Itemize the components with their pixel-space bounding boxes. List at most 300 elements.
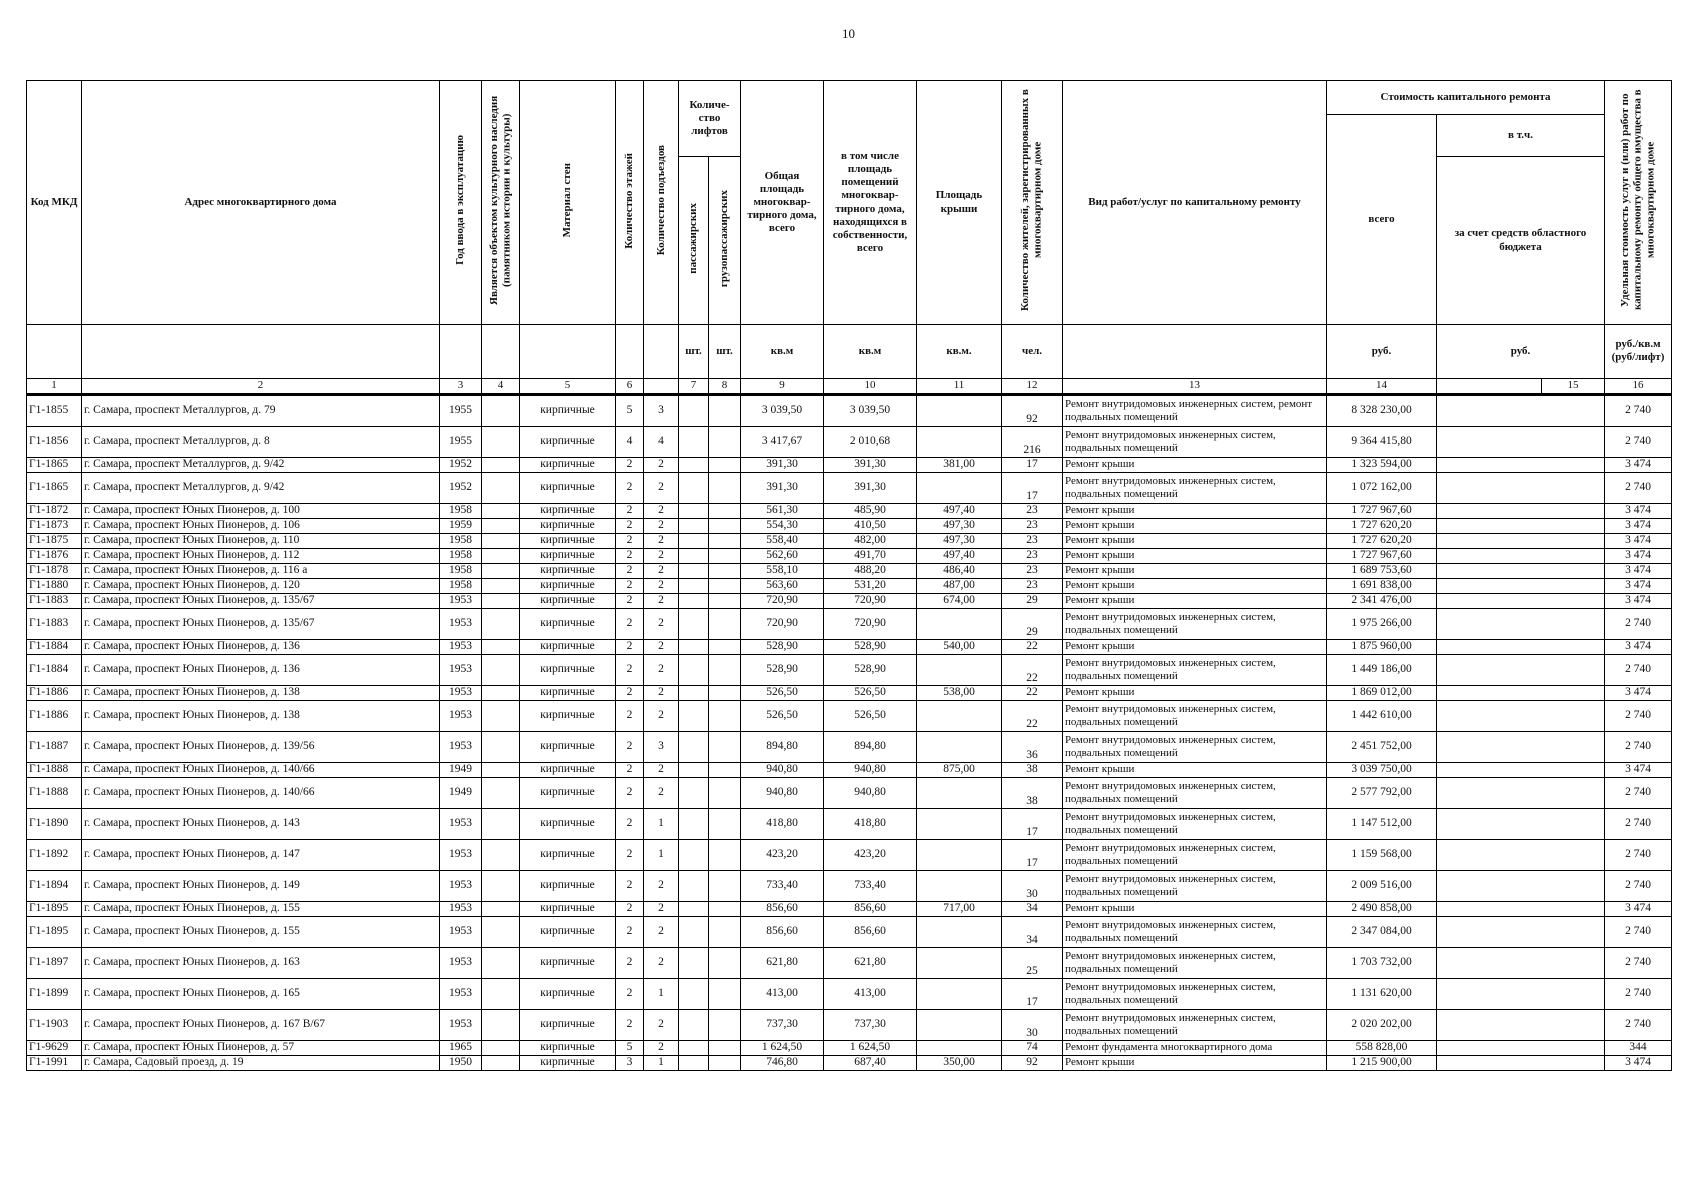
cell-year: 1953 [440, 593, 482, 608]
cell-roof-area [917, 916, 1002, 947]
cell-wall: кирпичные [520, 731, 616, 762]
cell-address: г. Самара, проспект Юных Пионеров, д. 163 [82, 947, 440, 978]
cell-wall: кирпичные [520, 563, 616, 578]
cell-unit-cost: 3 474 [1605, 578, 1672, 593]
cell-floors: 2 [616, 808, 644, 839]
cell-cost-total: 1 442 610,00 [1327, 700, 1437, 731]
cell-floors: 2 [616, 503, 644, 518]
cell-cost-regional [1437, 518, 1605, 533]
cell-year: 1953 [440, 901, 482, 916]
cell-wall: кирпичные [520, 548, 616, 563]
cell-roof-area [917, 394, 1002, 426]
table-row [27, 870, 1672, 901]
cell-roof-area: 487,00 [917, 578, 1002, 593]
cell-total-area: 526,50 [741, 700, 824, 731]
cell-residents: 23 [1002, 518, 1063, 533]
table-row [27, 700, 1672, 731]
cell-unit-cost: 2 740 [1605, 916, 1672, 947]
header-lifts: Количе-ство лифтов [679, 81, 741, 157]
cell-wall: кирпичные [520, 426, 616, 457]
cell-residents: 29 [1002, 593, 1063, 608]
cell-lifts-pass [679, 1040, 709, 1055]
cell-residents: 29 [1002, 608, 1063, 639]
column-number: 2 [82, 378, 440, 394]
cell-heritage [482, 916, 520, 947]
cell-cost-regional [1437, 503, 1605, 518]
cell-cost-total: 9 364 415,80 [1327, 426, 1437, 457]
cell-floors: 2 [616, 533, 644, 548]
cell-floors: 2 [616, 731, 644, 762]
cell-lifts-cargo [709, 777, 741, 808]
cell-work-type: Ремонт крыши [1063, 503, 1327, 518]
table-row [27, 593, 1672, 608]
table-row [27, 457, 1672, 472]
cell-owned-area: 528,90 [824, 654, 917, 685]
cell-lifts-cargo [709, 426, 741, 457]
cell-code: Г1-1872 [27, 503, 82, 518]
cell-work-type: Ремонт внутридомовых инженерных систем, подвальных помещений [1063, 808, 1327, 839]
table-row [27, 762, 1672, 777]
cell-code: Г1-1887 [27, 731, 82, 762]
cell-owned-area: 720,90 [824, 593, 917, 608]
header-lifts-pass: пассажирских [687, 203, 700, 274]
cell-cost-regional [1437, 978, 1605, 1009]
cell-entrances: 4 [644, 426, 679, 457]
cell-address: г. Самара, проспект Юных Пионеров, д. 138 [82, 700, 440, 731]
cell-heritage [482, 777, 520, 808]
capital-repair-table [26, 80, 1672, 1071]
cell-unit-cost: 2 740 [1605, 1009, 1672, 1040]
cell-unit-cost: 3 474 [1605, 503, 1672, 518]
cell-heritage [482, 639, 520, 654]
cell-code: Г1-1873 [27, 518, 82, 533]
cell-floors: 2 [616, 548, 644, 563]
cell-address: г. Самара, проспект Юных Пионеров, д. 155 [82, 916, 440, 947]
cell-year: 1953 [440, 654, 482, 685]
column-number: 8 [709, 378, 741, 394]
cell-owned-area: 940,80 [824, 762, 917, 777]
cell-code: Г1-1886 [27, 685, 82, 700]
cell-roof-area [917, 839, 1002, 870]
cell-heritage [482, 808, 520, 839]
cell-cost-total: 1 869 012,00 [1327, 685, 1437, 700]
cell-entrances: 1 [644, 1055, 679, 1070]
cell-entrances: 2 [644, 947, 679, 978]
cell-year: 1959 [440, 518, 482, 533]
header-work-type: Вид работ/услуг по капитальному ремонту [1063, 81, 1327, 325]
table-row [27, 978, 1672, 1009]
cell-work-type: Ремонт внутридомовых инженерных систем, подвальных помещений [1063, 839, 1327, 870]
cell-work-type: Ремонт крыши [1063, 1055, 1327, 1070]
cell-unit-cost: 2 740 [1605, 700, 1672, 731]
cell-address: г. Самара, проспект Металлургов, д. 8 [82, 426, 440, 457]
cell-total-area: 558,10 [741, 563, 824, 578]
cell-cost-regional [1437, 563, 1605, 578]
cell-lifts-cargo [709, 1040, 741, 1055]
cell-heritage [482, 654, 520, 685]
table-row [27, 639, 1672, 654]
cell-cost-total: 1 727 967,60 [1327, 548, 1437, 563]
cell-unit-cost: 2 740 [1605, 978, 1672, 1009]
cell-cost-regional [1437, 578, 1605, 593]
cell-cost-regional [1437, 777, 1605, 808]
cell-heritage [482, 426, 520, 457]
cell-lifts-pass [679, 916, 709, 947]
cell-residents: 17 [1002, 978, 1063, 1009]
cell-total-area: 733,40 [741, 870, 824, 901]
cell-cost-total: 8 328 230,00 [1327, 394, 1437, 426]
cell-total-area: 737,30 [741, 1009, 824, 1040]
cell-address: г. Самара, проспект Юных Пионеров, д. 110 [82, 533, 440, 548]
cell-owned-area: 526,50 [824, 700, 917, 731]
cell-heritage [482, 901, 520, 916]
cell-total-area: 558,40 [741, 533, 824, 548]
cell-unit-cost: 3 474 [1605, 901, 1672, 916]
cell-residents: 22 [1002, 700, 1063, 731]
cell-owned-area: 423,20 [824, 839, 917, 870]
cell-cost-regional [1437, 947, 1605, 978]
cell-wall: кирпичные [520, 947, 616, 978]
table-row [27, 839, 1672, 870]
cell-floors: 5 [616, 1040, 644, 1055]
cell-code: Г1-1856 [27, 426, 82, 457]
cell-work-type: Ремонт крыши [1063, 548, 1327, 563]
table-row [27, 1055, 1672, 1070]
cell-owned-area: 491,70 [824, 548, 917, 563]
cell-total-area: 554,30 [741, 518, 824, 533]
cell-entrances: 2 [644, 916, 679, 947]
cell-cost-regional [1437, 593, 1605, 608]
cell-unit-cost: 3 474 [1605, 563, 1672, 578]
cell-heritage [482, 457, 520, 472]
cell-roof-area [917, 608, 1002, 639]
cell-wall: кирпичные [520, 870, 616, 901]
cell-code: Г1-1884 [27, 639, 82, 654]
table-row [27, 548, 1672, 563]
cell-roof-area [917, 472, 1002, 503]
cell-work-type: Ремонт внутридомовых инженерных систем, подвальных помещений [1063, 916, 1327, 947]
cell-wall: кирпичные [520, 901, 616, 916]
cell-lifts-pass [679, 548, 709, 563]
cell-lifts-cargo [709, 503, 741, 518]
cell-entrances: 2 [644, 533, 679, 548]
column-number: 16 [1605, 378, 1672, 394]
cell-owned-area: 2 010,68 [824, 426, 917, 457]
cell-address: г. Самара, проспект Юных Пионеров, д. 149 [82, 870, 440, 901]
cell-address: г. Самара, проспект Юных Пионеров, д. 100 [82, 503, 440, 518]
cell-work-type: Ремонт крыши [1063, 563, 1327, 578]
cell-floors: 2 [616, 518, 644, 533]
cell-year: 1955 [440, 426, 482, 457]
cell-entrances: 2 [644, 639, 679, 654]
cell-residents: 36 [1002, 731, 1063, 762]
unit-cost-total: руб. [1327, 325, 1437, 379]
cell-code: Г1-1895 [27, 901, 82, 916]
cell-lifts-cargo [709, 394, 741, 426]
cell-cost-total: 1 131 620,00 [1327, 978, 1437, 1009]
cell-year: 1950 [440, 1055, 482, 1070]
unit-unit-cost: руб./кв.м (руб/лифт) [1605, 325, 1672, 379]
cell-wall: кирпичные [520, 777, 616, 808]
column-number: 11 [917, 378, 1002, 394]
cell-roof-area: 674,00 [917, 593, 1002, 608]
cell-roof-area [917, 808, 1002, 839]
cell-floors: 2 [616, 472, 644, 503]
cell-lifts-cargo [709, 533, 741, 548]
cell-code: Г1-1892 [27, 839, 82, 870]
cell-residents: 92 [1002, 1055, 1063, 1070]
cell-entrances: 2 [644, 654, 679, 685]
cell-lifts-cargo [709, 685, 741, 700]
cell-code: Г1-1865 [27, 457, 82, 472]
cell-cost-total: 1 727 967,60 [1327, 503, 1437, 518]
cell-owned-area: 1 624,50 [824, 1040, 917, 1055]
cell-lifts-cargo [709, 593, 741, 608]
column-number: 10 [824, 378, 917, 394]
cell-wall: кирпичные [520, 808, 616, 839]
cell-address: г. Самара, проспект Металлургов, д. 79 [82, 394, 440, 426]
cell-year: 1953 [440, 731, 482, 762]
cell-lifts-cargo [709, 762, 741, 777]
cell-unit-cost: 3 474 [1605, 533, 1672, 548]
header-entrances: Количество подъездов [654, 145, 667, 256]
cell-heritage [482, 578, 520, 593]
cell-cost-regional [1437, 394, 1605, 426]
cell-wall: кирпичные [520, 700, 616, 731]
cell-owned-area: 410,50 [824, 518, 917, 533]
cell-cost-regional [1437, 839, 1605, 870]
cell-cost-total: 2 347 084,00 [1327, 916, 1437, 947]
cell-owned-area: 940,80 [824, 777, 917, 808]
cell-cost-regional [1437, 1040, 1605, 1055]
cell-address: г. Самара, проспект Юных Пионеров, д. 136 [82, 639, 440, 654]
column-number: 7 [679, 378, 709, 394]
cell-code: Г1-1880 [27, 578, 82, 593]
cell-lifts-cargo [709, 839, 741, 870]
cell-cost-total: 2 020 202,00 [1327, 1009, 1437, 1040]
cell-work-type: Ремонт внутридомовых инженерных систем, подвальных помещений [1063, 654, 1327, 685]
cell-heritage [482, 503, 520, 518]
cell-wall: кирпичные [520, 1040, 616, 1055]
column-number: 6 [616, 378, 644, 394]
cell-year: 1953 [440, 839, 482, 870]
cell-cost-regional [1437, 639, 1605, 654]
cell-work-type: Ремонт внутридомовых инженерных систем, подвальных помещений [1063, 731, 1327, 762]
cell-owned-area: 391,30 [824, 457, 917, 472]
cell-wall: кирпичные [520, 394, 616, 426]
cell-residents: 38 [1002, 777, 1063, 808]
cell-year: 1953 [440, 608, 482, 639]
cell-roof-area: 497,30 [917, 533, 1002, 548]
cell-cost-regional [1437, 426, 1605, 457]
cell-year: 1953 [440, 700, 482, 731]
header-year: Год ввода в эксплуатацию [454, 135, 467, 266]
cell-entrances: 1 [644, 839, 679, 870]
cell-lifts-pass [679, 472, 709, 503]
cell-cost-regional [1437, 685, 1605, 700]
unit-roof-area: кв.м. [917, 325, 1002, 379]
cell-work-type: Ремонт внутридомовых инженерных систем, ремонт подвальных помещений [1063, 394, 1327, 426]
cell-code: Г1-1899 [27, 978, 82, 1009]
cell-lifts-cargo [709, 563, 741, 578]
cell-heritage [482, 1040, 520, 1055]
cell-roof-area: 717,00 [917, 901, 1002, 916]
cell-unit-cost: 3 474 [1605, 685, 1672, 700]
cell-lifts-cargo [709, 731, 741, 762]
cell-work-type: Ремонт внутридомовых инженерных систем, подвальных помещений [1063, 608, 1327, 639]
cell-owned-area: 488,20 [824, 563, 917, 578]
cell-heritage [482, 593, 520, 608]
cell-address: г. Самара, проспект Юных Пионеров, д. 147 [82, 839, 440, 870]
cell-unit-cost: 3 474 [1605, 457, 1672, 472]
cell-total-area: 3 039,50 [741, 394, 824, 426]
cell-lifts-cargo [709, 457, 741, 472]
table-row [27, 578, 1672, 593]
cell-heritage [482, 518, 520, 533]
cell-unit-cost: 3 474 [1605, 639, 1672, 654]
cell-roof-area: 486,40 [917, 563, 1002, 578]
cell-heritage [482, 731, 520, 762]
cell-heritage [482, 472, 520, 503]
cell-address: г. Самара, проспект Юных Пионеров, д. 139/56 [82, 731, 440, 762]
cell-lifts-cargo [709, 870, 741, 901]
cell-lifts-pass [679, 426, 709, 457]
cell-residents: 23 [1002, 548, 1063, 563]
cell-lifts-pass [679, 578, 709, 593]
cell-code: Г1-1875 [27, 533, 82, 548]
cell-unit-cost: 3 474 [1605, 1055, 1672, 1070]
header-cost-total: всего [1327, 115, 1437, 325]
cell-address: г. Самара, проспект Металлургов, д. 9/42 [82, 457, 440, 472]
cell-year: 1953 [440, 916, 482, 947]
table-row [27, 777, 1672, 808]
cell-cost-total: 1 159 568,00 [1327, 839, 1437, 870]
cell-floors: 2 [616, 578, 644, 593]
cell-residents: 34 [1002, 916, 1063, 947]
cell-year: 1958 [440, 533, 482, 548]
cell-address: г. Самара, проспект Юных Пионеров, д. 120 [82, 578, 440, 593]
cell-residents: 22 [1002, 685, 1063, 700]
cell-cost-total: 1 727 620,20 [1327, 533, 1437, 548]
cell-floors: 2 [616, 457, 644, 472]
cell-unit-cost: 2 740 [1605, 426, 1672, 457]
cell-owned-area: 894,80 [824, 731, 917, 762]
cell-floors: 2 [616, 685, 644, 700]
cell-total-area: 1 624,50 [741, 1040, 824, 1055]
cell-lifts-pass [679, 503, 709, 518]
cell-entrances: 2 [644, 548, 679, 563]
table-row [27, 503, 1672, 518]
cell-entrances: 2 [644, 1040, 679, 1055]
cell-entrances: 2 [644, 457, 679, 472]
cell-total-area: 940,80 [741, 762, 824, 777]
header-floors: Количество этажей [623, 152, 636, 249]
cell-wall: кирпичные [520, 978, 616, 1009]
cell-residents: 74 [1002, 1040, 1063, 1055]
cell-floors: 2 [616, 563, 644, 578]
cell-cost-regional [1437, 608, 1605, 639]
cell-entrances: 2 [644, 503, 679, 518]
header-total-area: Общая площадь многоквар-тирного дома, всего [741, 81, 824, 325]
cell-lifts-cargo [709, 472, 741, 503]
cell-work-type: Ремонт крыши [1063, 639, 1327, 654]
cell-heritage [482, 394, 520, 426]
cell-code: Г1-1890 [27, 808, 82, 839]
cell-unit-cost: 2 740 [1605, 808, 1672, 839]
cell-wall: кирпичные [520, 608, 616, 639]
column-number: 14 [1327, 378, 1437, 394]
cell-cost-total: 1 147 512,00 [1327, 808, 1437, 839]
table-row [27, 472, 1672, 503]
cell-residents: 216 [1002, 426, 1063, 457]
cell-roof-area: 381,00 [917, 457, 1002, 472]
table-row [27, 426, 1672, 457]
cell-work-type: Ремонт крыши [1063, 578, 1327, 593]
column-number [644, 378, 679, 394]
cell-address: г. Самара, проспект Юных Пионеров, д. 167 В/67 [82, 1009, 440, 1040]
cell-lifts-pass [679, 394, 709, 426]
cell-lifts-cargo [709, 978, 741, 1009]
cell-cost-total: 2 341 476,00 [1327, 593, 1437, 608]
cell-code: Г1-1895 [27, 916, 82, 947]
table-row [27, 654, 1672, 685]
cell-wall: кирпичные [520, 654, 616, 685]
cell-code: Г1-1855 [27, 394, 82, 426]
cell-heritage [482, 563, 520, 578]
cell-entrances: 2 [644, 700, 679, 731]
cell-unit-cost: 3 474 [1605, 518, 1672, 533]
cell-floors: 2 [616, 870, 644, 901]
cell-lifts-cargo [709, 654, 741, 685]
cell-work-type: Ремонт крыши [1063, 518, 1327, 533]
table-row [27, 533, 1672, 548]
cell-code: Г1-1865 [27, 472, 82, 503]
cell-year: 1965 [440, 1040, 482, 1055]
cell-entrances: 2 [644, 472, 679, 503]
cell-owned-area: 418,80 [824, 808, 917, 839]
cell-roof-area [917, 426, 1002, 457]
cell-total-area: 720,90 [741, 593, 824, 608]
cell-work-type: Ремонт внутридомовых инженерных систем, подвальных помещений [1063, 426, 1327, 457]
cell-heritage [482, 608, 520, 639]
cell-entrances: 2 [644, 593, 679, 608]
cell-wall: кирпичные [520, 1055, 616, 1070]
cell-code: Г1-1903 [27, 1009, 82, 1040]
cell-unit-cost: 344 [1605, 1040, 1672, 1055]
cell-cost-total: 2 490 858,00 [1327, 901, 1437, 916]
cell-heritage [482, 839, 520, 870]
cell-cost-regional [1437, 1009, 1605, 1040]
cell-work-type: Ремонт внутридомовых инженерных систем, подвальных помещений [1063, 947, 1327, 978]
cell-cost-total: 1 975 266,00 [1327, 608, 1437, 639]
cell-address: г. Самара, проспект Юных Пионеров, д. 136 [82, 654, 440, 685]
cell-floors: 2 [616, 947, 644, 978]
table-row [27, 685, 1672, 700]
cell-cost-regional [1437, 808, 1605, 839]
cell-cost-total: 1 689 753,60 [1327, 563, 1437, 578]
cell-lifts-cargo [709, 1009, 741, 1040]
cell-lifts-pass [679, 870, 709, 901]
cell-cost-total: 1 875 960,00 [1327, 639, 1437, 654]
cell-total-area: 418,80 [741, 808, 824, 839]
cell-lifts-cargo [709, 518, 741, 533]
cell-total-area: 413,00 [741, 978, 824, 1009]
cell-total-area: 526,50 [741, 685, 824, 700]
cell-cost-regional [1437, 472, 1605, 503]
cell-owned-area: 733,40 [824, 870, 917, 901]
header-cost-regional: за счет средств областного бюджета [1437, 157, 1605, 325]
column-number: 1 [27, 378, 82, 394]
